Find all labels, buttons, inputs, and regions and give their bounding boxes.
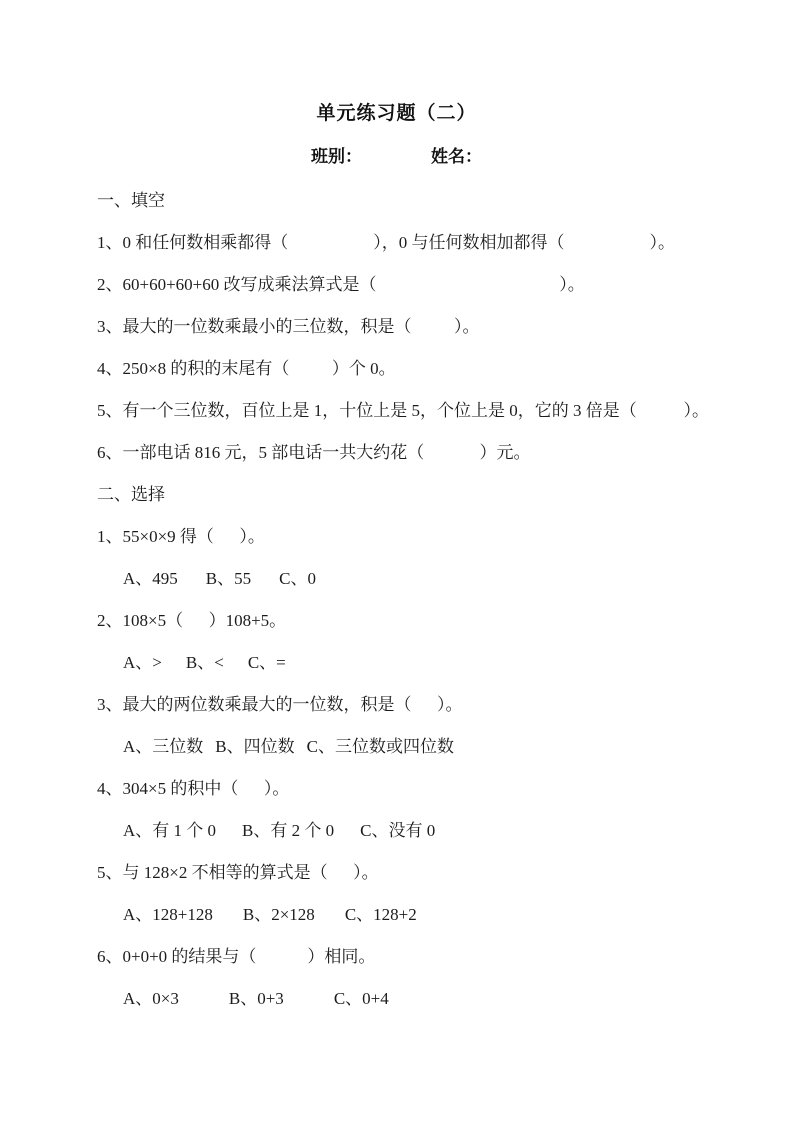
fill-question-3: 3、最大的一位数乘最小的三位数，积是（ ）。 xyxy=(97,317,480,336)
choice-question-4: 4、304×5 的积中（ ）。 xyxy=(97,779,290,798)
choice-question-4-options xyxy=(97,810,753,852)
choice-3-option-a: A、三位数 xyxy=(123,737,204,756)
choice-3-option-c: C、三位数或四位数 xyxy=(306,737,454,756)
choice-question-1: 1、55×0×9 得（ ）。 xyxy=(97,527,265,546)
choice-6-option-c: C、0+4 xyxy=(333,989,389,1008)
choice-4-option-a: A、有 1 个 0 xyxy=(123,821,217,840)
choice-2-option-b: B、< xyxy=(185,653,224,672)
choice-2-option-a: A、> xyxy=(123,653,162,672)
choice-6-option-b: B、0+3 xyxy=(228,989,284,1008)
choice-question-6-options xyxy=(97,978,753,1020)
choice-5-option-a: A、128+128 xyxy=(123,905,213,924)
fill-question-1: 1、0 和任何数相乘都得（ ），0 与任何数相加都得（ ）。 xyxy=(97,233,675,252)
choice-6-option-a: A、0×3 xyxy=(123,989,179,1008)
choice-question-1-options xyxy=(97,558,753,600)
choice-question-3: 3、最大的两位数乘最大的一位数，积是（ ）。 xyxy=(97,695,463,714)
choice-question-3-options xyxy=(97,726,753,768)
choice-4-option-b: B、有 2 个 0 xyxy=(242,821,335,840)
section-1-heading: 一、填空 xyxy=(97,191,165,210)
choice-2-option-c: C、= xyxy=(247,653,286,672)
fill-question-2: 2、60+60+60+60 改写成乘法算式是（ ）。 xyxy=(97,275,585,294)
fill-question-5: 5、有一个三位数，百位上是 1，十位上是 5，个位上是 0，它的 3 倍是（ ）。 xyxy=(97,401,709,420)
choice-1-option-b: B、55 xyxy=(205,569,252,588)
worksheet-body xyxy=(0,180,793,1020)
choice-question-5: 5、与 128×2 不相等的算式是（ ）。 xyxy=(97,863,379,882)
choice-1-option-a: A、495 xyxy=(123,569,178,588)
choice-5-option-c: C、128+2 xyxy=(344,905,417,924)
choice-4-option-c: C、没有 0 xyxy=(360,821,436,840)
worksheet-title: 单元练习题（二） xyxy=(316,103,477,124)
choice-3-option-b: B、四位数 xyxy=(215,737,295,756)
choice-question-2: 2、108×5（ ）108+5。 xyxy=(97,611,287,630)
choice-question-6: 6、0+0+0 的结果与（ ）相同。 xyxy=(97,947,376,966)
choice-question-2-options xyxy=(97,642,753,684)
class-label: 班别： xyxy=(311,147,362,166)
fill-question-4: 4、250×8 的积的末尾有（ ）个 0。 xyxy=(97,359,396,378)
name-label: 姓名： xyxy=(431,147,482,166)
choice-5-option-b: B、2×128 xyxy=(242,905,315,924)
fill-question-6: 6、一部电话 816 元，5 部电话一共大约花（ ）元。 xyxy=(97,443,531,462)
student-info-row xyxy=(0,148,793,166)
choice-1-option-c: C、0 xyxy=(279,569,316,588)
choice-question-5-options xyxy=(97,894,753,936)
section-2-heading: 二、选择 xyxy=(97,485,165,504)
